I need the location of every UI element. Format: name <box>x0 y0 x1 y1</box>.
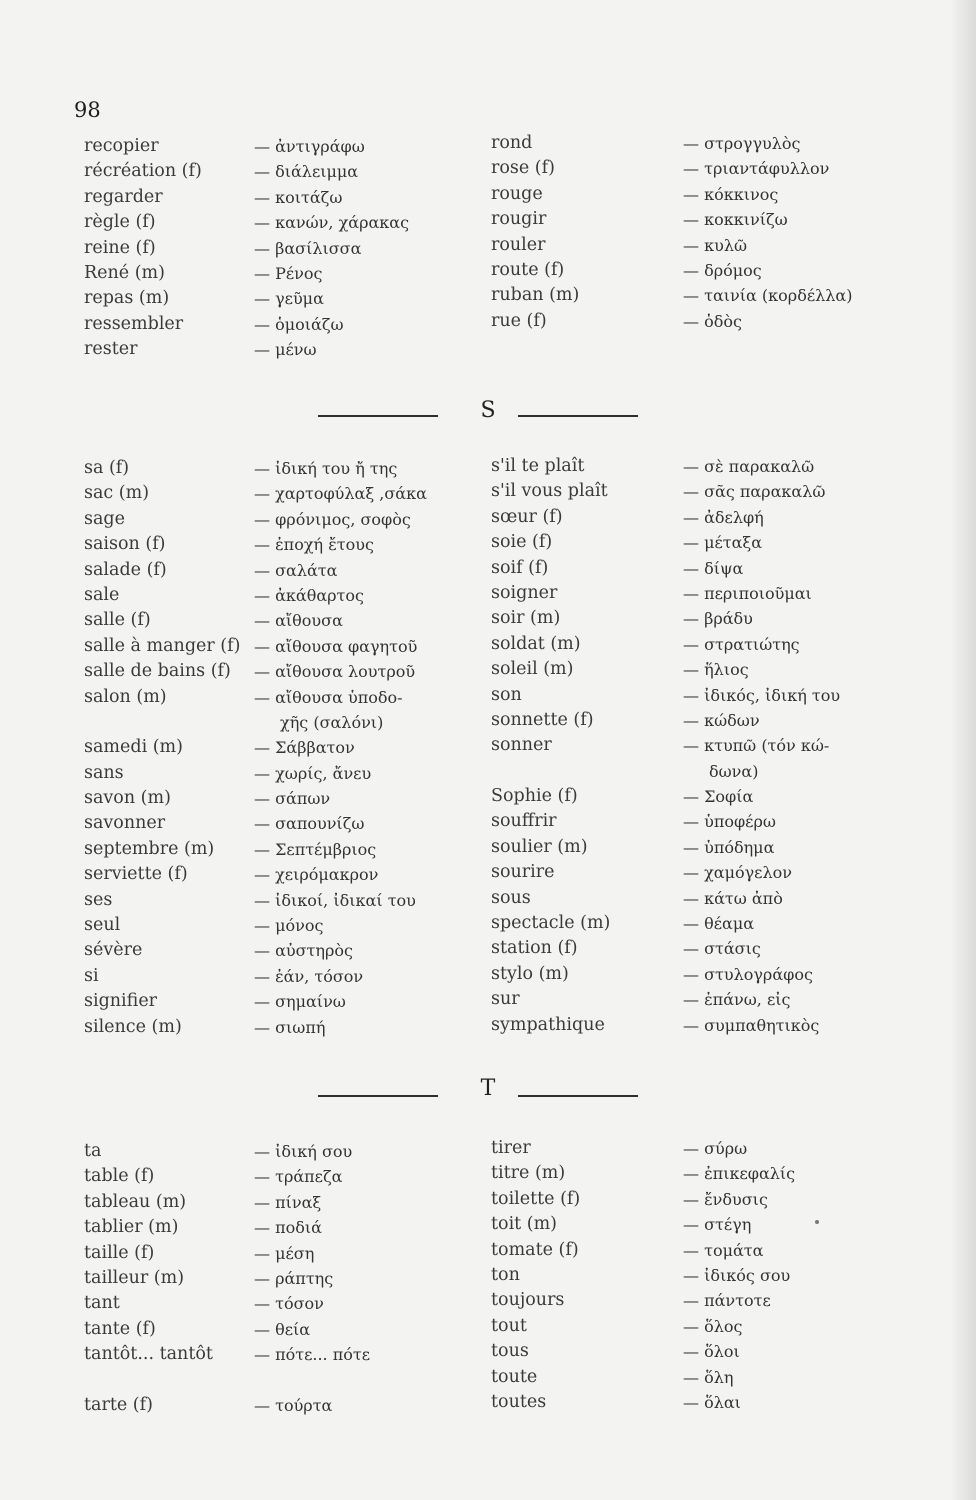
french-word: savon (m) <box>84 788 171 809</box>
french-word: tantôt... tantôt <box>84 1344 213 1365</box>
greek-translation: — ἰδικός, ἰδική του <box>683 685 841 705</box>
french-word: rougir <box>491 209 547 230</box>
greek-translation: — δίψα <box>683 558 744 578</box>
greek-translation: — ἀδελφή <box>683 507 764 527</box>
greek-translation: — ἐποχή ἔτους <box>254 535 374 555</box>
greek-translation: — Σεπτέμβριος <box>254 839 377 859</box>
greek-translation: — χαμόγελον <box>683 863 792 883</box>
french-word: repas (m) <box>84 288 170 309</box>
french-word: ton <box>491 1264 520 1285</box>
greek-translation: — ὅλος <box>683 1316 743 1336</box>
greek-translation: — σάπων <box>254 789 331 809</box>
greek-translation: — μέταξα <box>683 533 763 553</box>
french-word: rester <box>84 339 138 360</box>
french-word: salon (m) <box>84 686 167 707</box>
greek-translation: χῆς (σαλόνι) <box>280 712 384 732</box>
greek-translation: — ὁμοιάζω <box>254 314 344 334</box>
french-word: sale <box>84 584 120 605</box>
section-letter-s: S <box>480 398 496 423</box>
french-word: signifier <box>84 991 158 1012</box>
french-word: titre (m) <box>491 1163 566 1184</box>
greek-translation: — σύρω <box>683 1139 748 1158</box>
french-word: sous <box>491 887 531 908</box>
section-letter-t: T <box>480 1076 496 1101</box>
french-word: sans <box>84 762 124 783</box>
greek-translation: — σημαίνω <box>254 992 346 1012</box>
french-word: toutes <box>491 1391 547 1412</box>
greek-translation: — στάσις <box>683 939 761 959</box>
greek-translation: — μένω <box>254 340 317 360</box>
greek-translation: — κοκκινίζω <box>683 210 788 230</box>
s-rule-right <box>518 415 638 417</box>
greek-translation: — κτυπῶ (τόν κώ- <box>683 736 830 756</box>
french-word: souffrir <box>491 811 557 832</box>
french-word: soldat (m) <box>491 633 581 654</box>
french-word: septembre (m) <box>84 838 215 859</box>
french-word: tableau (m) <box>84 1191 187 1212</box>
french-word: spectacle (m) <box>491 913 611 934</box>
greek-translation: — αἴθουσα φαγητοῦ <box>254 636 418 656</box>
ink-speck <box>815 1220 819 1224</box>
greek-translation: — σαπουνίζω <box>254 814 365 834</box>
greek-translation: — στρατιώτης <box>683 634 800 654</box>
french-word: soir (m) <box>491 608 561 629</box>
greek-translation: — σὲ παρακαλῶ <box>683 457 815 476</box>
greek-translation: — ἀντιγράφω <box>254 137 365 156</box>
french-word: table (f) <box>84 1166 155 1187</box>
greek-translation: — πίναξ <box>254 1192 322 1212</box>
french-word: stylo (m) <box>491 963 569 984</box>
french-word: seul <box>84 915 121 936</box>
french-word: toit (m) <box>491 1214 558 1235</box>
french-word: reine (f) <box>84 237 156 258</box>
greek-translation: — ἰδική του ἤ της <box>254 459 398 478</box>
greek-translation: — τριαντάφυλλον <box>683 159 830 179</box>
french-word: René (m) <box>84 262 165 283</box>
page-number: 98 <box>74 98 101 122</box>
french-word: rouge <box>491 183 543 204</box>
french-word: tailleur (m) <box>84 1267 185 1288</box>
french-word: toute <box>491 1366 538 1387</box>
greek-translation: — ὅλοι <box>683 1342 740 1362</box>
french-word: salade (f) <box>84 559 167 580</box>
french-word: sur <box>491 989 520 1010</box>
greek-translation: — περιποιοῦμαι <box>683 583 812 603</box>
greek-translation: — συμπαθητικὸς <box>683 1015 820 1035</box>
greek-translation: — ἀκάθαρτος <box>254 585 364 605</box>
greek-translation: — τούρτα <box>254 1395 333 1415</box>
greek-translation: — στρογγυλὸς <box>683 134 801 153</box>
french-word: ta <box>84 1141 102 1161</box>
french-word: tout <box>491 1315 527 1336</box>
greek-translation: — αἴθουσα ὑποδο- <box>254 687 403 707</box>
french-word: sœur (f) <box>491 506 563 527</box>
french-word: son <box>491 684 522 705</box>
greek-translation: — τράπεζα <box>254 1167 343 1187</box>
greek-translation: δωνα) <box>709 761 759 781</box>
greek-translation: — διάλειμμα <box>254 162 359 182</box>
french-word: toujours <box>491 1290 565 1311</box>
greek-translation: — ἰδική σου <box>254 1142 353 1161</box>
french-word: sympathique <box>491 1014 605 1035</box>
french-word: tant <box>84 1293 120 1314</box>
french-word: sourire <box>491 862 555 883</box>
french-word: soie (f) <box>491 532 553 553</box>
greek-translation: — Σάββατον <box>254 738 355 758</box>
greek-translation: — κόκκινος <box>683 184 779 204</box>
greek-translation: — πότε... πότε <box>254 1345 371 1365</box>
greek-translation: — ὑποφέρω <box>683 812 776 832</box>
french-word: recopier <box>84 136 159 156</box>
greek-translation: — ὁδὸς <box>683 311 742 331</box>
french-word: toilette (f) <box>491 1188 581 1209</box>
french-word: station (f) <box>491 938 578 959</box>
french-word: route (f) <box>491 259 565 280</box>
greek-translation: — ὅλη <box>683 1367 734 1387</box>
greek-translation: — κυλῶ <box>683 235 747 255</box>
greek-translation: — φρόνιμος, σοφὸς <box>254 509 411 529</box>
french-word: Sophie (f) <box>491 786 578 807</box>
greek-translation: — θέαμα <box>683 914 755 934</box>
french-word: rond <box>491 133 533 153</box>
greek-translation: — στέγη <box>683 1215 752 1235</box>
greek-translation: — χειρόμακρον <box>254 865 379 885</box>
greek-translation: — βασίλισσα <box>254 238 362 258</box>
french-word: soigner <box>491 582 558 603</box>
greek-translation: — ἔνδυσις <box>683 1189 768 1209</box>
greek-translation: — κοιτάζω <box>254 187 343 207</box>
greek-translation: — ταινία (κορδέλλα) <box>683 286 853 306</box>
greek-translation: — βράδυ <box>683 609 753 629</box>
greek-translation: — γεῦμα <box>254 289 324 309</box>
french-word: soif (f) <box>491 557 549 578</box>
french-word: serviette (f) <box>84 864 188 885</box>
greek-translation: — Σοφία <box>683 787 754 807</box>
french-word: samedi (m) <box>84 737 183 758</box>
greek-translation: — αὐστηρὸς <box>254 941 353 961</box>
greek-translation: — θεία <box>254 1319 311 1339</box>
t-rule-right <box>518 1095 638 1097</box>
greek-translation: — ὑπόδημα <box>683 837 775 857</box>
french-word: ressembler <box>84 313 184 334</box>
french-word: récréation (f) <box>84 161 202 182</box>
greek-translation: — κώδων <box>683 710 760 730</box>
french-word: tirer <box>491 1138 531 1158</box>
french-word: tous <box>491 1341 529 1362</box>
greek-translation: — κάτω ἀπὸ <box>683 888 783 908</box>
greek-translation: — ποδιά <box>254 1218 322 1238</box>
french-word: rouler <box>491 234 546 255</box>
greek-translation: — κανών, χάρακας <box>254 213 410 233</box>
greek-translation: — ἥλιος <box>683 660 749 680</box>
greek-translation: — αἴθουσα <box>254 611 343 631</box>
french-word: ses <box>84 889 113 910</box>
greek-translation: — ἐάν, τόσον <box>254 966 364 986</box>
french-word: salle à manger (f) <box>84 635 241 656</box>
greek-translation: — μόνος <box>254 916 324 936</box>
greek-translation: — σᾶς παρακαλῶ <box>683 482 826 502</box>
greek-translation: — χαρτοφύλαξ ,σάκα <box>254 484 427 504</box>
french-word: sa (f) <box>84 458 130 478</box>
french-word: saison (f) <box>84 534 166 555</box>
greek-translation: — ἰδικοί, ἰδικαί του <box>254 890 416 910</box>
french-word: soulier (m) <box>491 836 588 857</box>
french-word: sage <box>84 508 125 529</box>
greek-translation: — τόσον <box>254 1294 324 1314</box>
french-word: si <box>84 965 99 986</box>
french-word: ruban (m) <box>491 285 580 306</box>
greek-translation: — χωρίς, ἄνευ <box>254 763 372 783</box>
french-word: salle (f) <box>84 610 151 631</box>
french-word: savonner <box>84 813 166 834</box>
greek-translation: — σαλάτα <box>254 560 338 580</box>
french-word: tomate (f) <box>491 1239 579 1260</box>
french-word: s'il vous plaît <box>491 481 608 502</box>
greek-translation: — αἴθουσα λουτροῦ <box>254 662 416 682</box>
french-word: tablier (m) <box>84 1217 179 1238</box>
french-word: taille (f) <box>84 1242 155 1263</box>
greek-translation: — ἰδικός σου <box>683 1265 791 1285</box>
french-word: soleil (m) <box>491 659 574 680</box>
greek-translation: — ἐπικεφαλίς <box>683 1164 796 1184</box>
greek-translation: — Ρένος <box>254 263 323 283</box>
french-word: salle de bains (f) <box>84 661 231 682</box>
french-word: tarte (f) <box>84 1394 153 1415</box>
greek-translation: — μέση <box>254 1243 315 1263</box>
french-word: sonnette (f) <box>491 709 594 730</box>
greek-translation: — πάντοτε <box>683 1291 771 1311</box>
french-word: sac (m) <box>84 483 150 504</box>
greek-translation: — σιωπή <box>254 1017 326 1037</box>
greek-translation: — στυλογράφος <box>683 964 813 984</box>
french-word: rue (f) <box>491 310 547 331</box>
french-word: sonner <box>491 735 552 756</box>
french-word: sévère <box>84 940 143 961</box>
french-word: s'il te plaît <box>491 456 585 476</box>
french-word: regarder <box>84 186 163 207</box>
greek-translation: — ἐπάνω, εἰς <box>683 990 791 1010</box>
greek-translation: — ράπτης <box>254 1268 334 1288</box>
greek-translation: — τομάτα <box>683 1240 764 1260</box>
greek-translation: — ὅλαι <box>683 1392 741 1412</box>
french-word: rose (f) <box>491 158 555 179</box>
french-word: silence (m) <box>84 1016 182 1037</box>
french-word: tante (f) <box>84 1318 156 1339</box>
greek-translation: — δρόμος <box>683 260 762 280</box>
page-edge-shadow <box>950 0 976 1500</box>
french-word: règle (f) <box>84 212 156 233</box>
